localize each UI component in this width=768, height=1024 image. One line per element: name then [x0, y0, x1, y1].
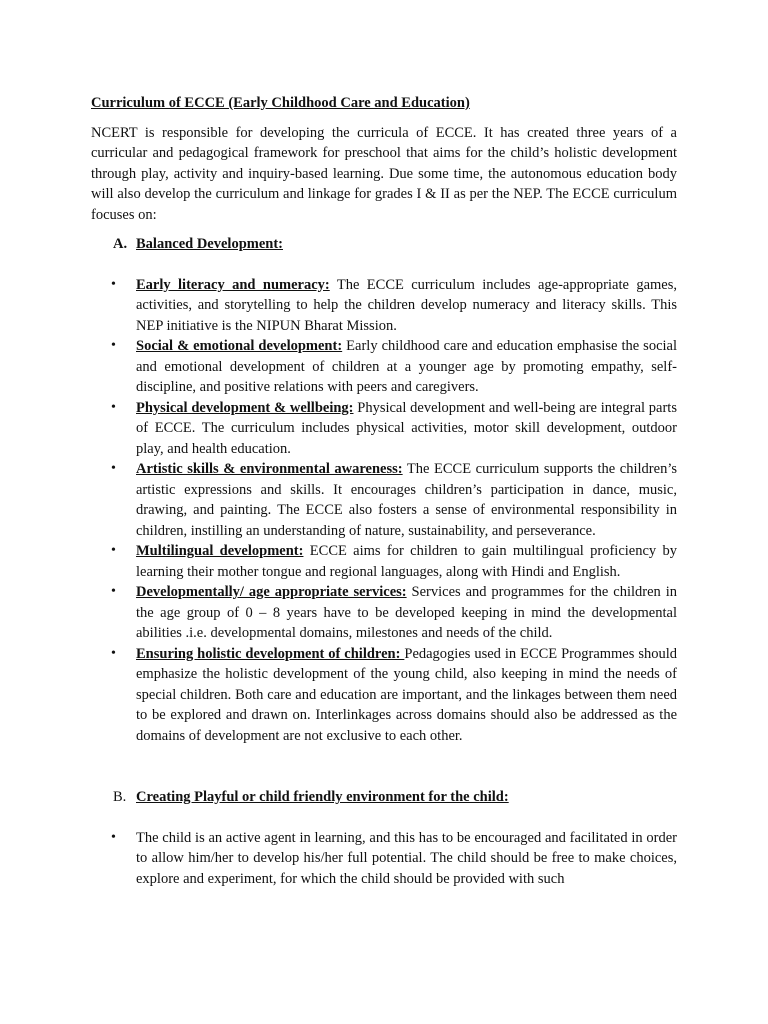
item-term: Social & emotional development: — [136, 338, 343, 354]
section-a-heading — [91, 234, 677, 255]
list-item — [91, 541, 677, 582]
bullet-icon: • — [111, 276, 116, 292]
bullet-icon: • — [111, 461, 116, 476]
bullet-icon: • — [111, 338, 116, 353]
spacer — [91, 746, 677, 787]
bullet-icon: • — [111, 645, 116, 661]
list-item — [91, 275, 677, 337]
intro-paragraph: NCERT is responsible for developing the curricula of ECCE. It has created three years of a curricular and pedagogical framework for preschool that aims for the child’s holistic development through play, activity and inquiry-based learning. Due some time, the autonomous education body will also develop the curriculum and linkage for grades I & II as per the NEP. The ECCE curriculum focuses on: — [91, 124, 677, 223]
item-text: Physical development and well-being are integral parts of ECCE. The curriculum includes physical activities, motor skill development, outdoor play, and health education. — [136, 399, 677, 457]
list-item — [91, 336, 677, 398]
bullet-icon: • — [111, 543, 116, 558]
section-b-heading — [91, 787, 677, 808]
item-term: Ensuring holistic development of children: — [136, 645, 405, 662]
list-item — [91, 828, 677, 890]
item-text: The ECCE curriculum includes age-appropriate games, activities, and storytelling to help the children develop numeracy and literacy skills. This NEP initiative is the NIPUN Bharat Mission. — [136, 276, 677, 334]
document-title: Curriculum of ECCE (Early Childhood Care and Education) — [91, 95, 470, 111]
item-term: Multilingual development: — [136, 543, 304, 559]
section-b-label: Creating Playful or child friendly environment for the child: — [136, 789, 509, 805]
item-term: Early literacy and numeracy: — [136, 276, 330, 293]
list-item — [91, 459, 677, 541]
list-item — [91, 398, 677, 460]
item-term: Physical development & wellbeing: — [136, 399, 354, 416]
document-body — [91, 93, 677, 889]
item-term: Developmentally/ age appropriate services: — [136, 584, 407, 600]
item-text: Services and programmes for the children in the age group of 0 – 8 years have to be developed keeping in mind the developmental abilities .i.e. developmental domains, milestones and needs of the child. — [136, 584, 677, 641]
item-term: Artistic skills & environmental awareness: — [136, 461, 403, 477]
item-text: Early childhood care and education emphasise the social and emotional development of children at a younger age by promoting empathy, self-discipline, and positive relations with peers and caregivers. — [136, 338, 678, 395]
list-item — [91, 582, 677, 644]
item-text: The child is an active agent in learning, and this has to be encouraged and facilitated in order to allow him/her to develop his/her full potential. The child should be free to make choices, explore and experiment, for which the child should be provided with such — [136, 829, 677, 887]
bullet-icon: • — [111, 584, 116, 599]
section-b-letter: B. — [113, 789, 127, 805]
section-a-letter: A. — [113, 236, 128, 252]
section-a-list — [91, 275, 677, 747]
bullet-icon: • — [111, 399, 116, 415]
item-text: ECCE aims for children to gain multilingual proficiency by learning their mother tongue and regional languages, along with Hindi and English. — [136, 543, 677, 580]
bullet-icon: • — [111, 829, 116, 845]
list-item — [91, 644, 677, 747]
section-b-list — [91, 828, 677, 890]
item-text: Pedagogies used in ECCE Programmes should emphasize the holistic development of the young child, also keeping in mind the needs of special children. Both care and education are important, and the linkages between them need to be explored and drawn on. Interlinkages across domains should also be addressed as the domains of development are not exclusive to each other. — [136, 645, 677, 744]
item-text: The ECCE curriculum supports the children’s artistic expressions and skills. It encourages children’s participation in dance, music, drawing, and painting. The ECCE also fosters a sense of environmental responsibility in children, instilling an understanding of nature, sustainability, and perseverance. — [136, 461, 677, 539]
section-a-label: Balanced Development: — [136, 236, 283, 252]
